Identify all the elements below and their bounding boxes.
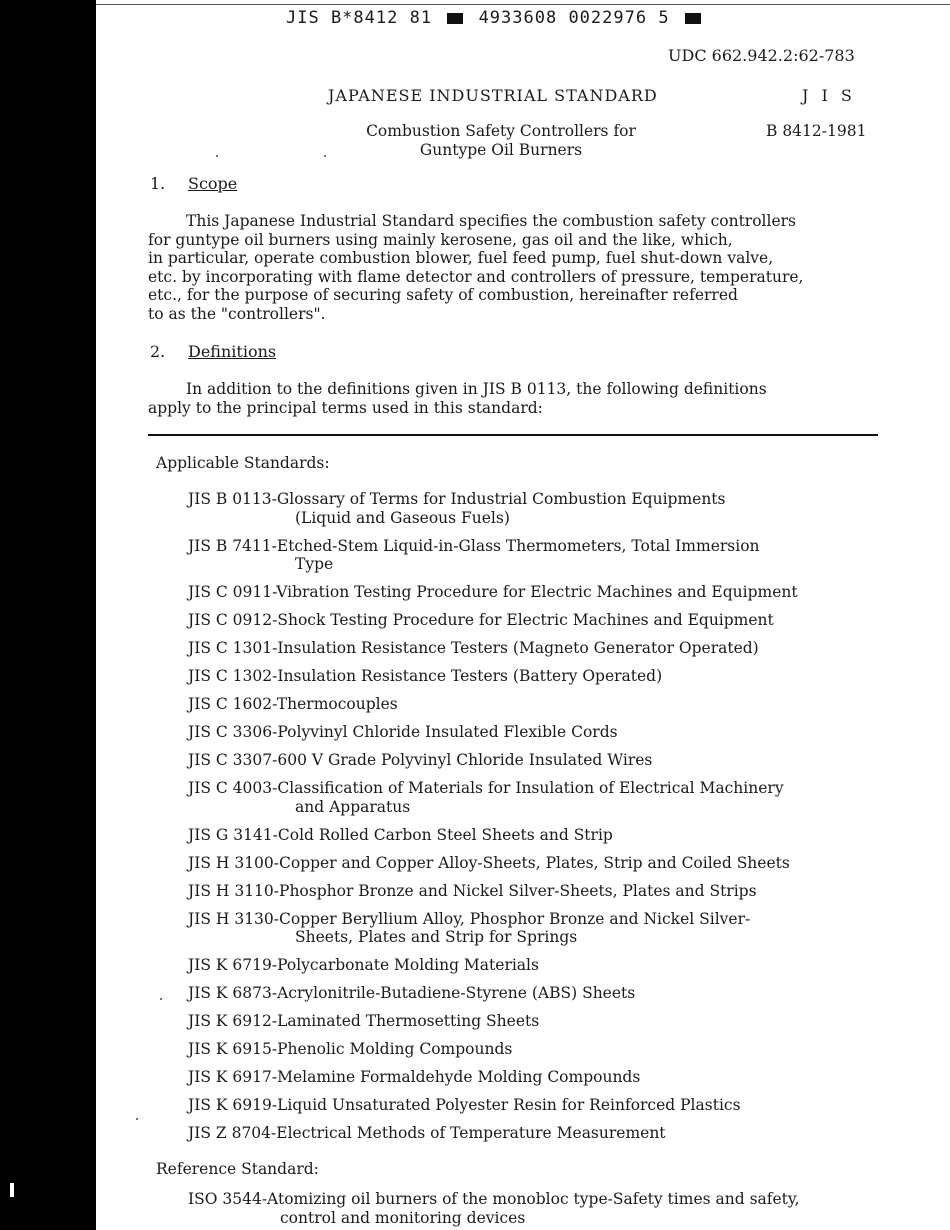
scan-speck	[136, 1118, 138, 1120]
list-item: JIS C 0912-Shock Testing Procedure for Electric Machines and Equipment	[188, 611, 774, 630]
standard-number: B 8412-1981	[766, 122, 867, 140]
list-item: JIS K 6917-Melamine Formaldehyde Molding Compounds	[188, 1068, 641, 1087]
standard-body: JAPANESE INDUSTRIAL STANDARD	[328, 86, 658, 105]
scan-speck	[216, 155, 218, 157]
section-number: 1.	[150, 174, 166, 193]
applicable-standards-heading: Applicable Standards:	[156, 454, 330, 472]
scan-speck	[160, 998, 162, 1000]
section-title: Scope	[188, 174, 238, 193]
document-title	[316, 122, 686, 160]
list-item: JIS K 6919-Liquid Unsaturated Polyester Resin for Reinforced Plastics	[188, 1096, 741, 1115]
paragraph-line: etc. by incorporating with flame detector and controllers of pressure, temperature,	[148, 267, 804, 286]
section-title: Definitions	[188, 342, 277, 361]
section-heading-definitions	[150, 342, 276, 361]
section-number: 2.	[150, 342, 166, 361]
scan-mark	[10, 1183, 14, 1197]
reference-standard-item: ISO 3544-Atomizing oil burners of the monobloc type-Safety times and safety, control and monitoring devices	[188, 1190, 800, 1227]
udc-number: UDC 662.942.2:62-783	[668, 46, 855, 65]
scan-margin	[0, 0, 96, 1230]
list-item: JIS C 4003-Classification of Materials for Insulation of Electrical Machinery and Apparatus	[188, 779, 784, 816]
list-item: JIS C 1602-Thermocouples	[188, 695, 398, 714]
list-item: JIS C 1302-Insulation Resistance Testers (Battery Operated)	[188, 667, 663, 686]
list-item: JIS C 0911-Vibration Testing Procedure for Electric Machines and Equipment	[188, 583, 798, 602]
section-heading-scope	[150, 174, 237, 193]
applicable-standards-list	[188, 490, 908, 1152]
footnote-divider	[148, 434, 878, 436]
paragraph-line: This Japanese Industrial Standard specifies the combustion safety controllers	[186, 212, 796, 230]
list-item: JIS H 3110-Phosphor Bronze and Nickel Silver-Sheets, Plates and Strips	[188, 881, 757, 900]
list-item: JIS G 3141-Cold Rolled Carbon Steel Sheets and Strip	[188, 825, 613, 844]
paragraph-line: apply to the principal terms used in this standard:	[148, 398, 543, 417]
list-item: JIS K 6915-Phenolic Molding Compounds	[188, 1040, 513, 1059]
catalog-code: JIS B*8412 81	[286, 8, 433, 28]
list-item: JIS H 3130-Copper Beryllium Alloy, Phosphor Bronze and Nickel Silver- Sheets, Plates and Strip for Springs	[188, 909, 751, 947]
list-item: JIS H 3100-Copper and Copper Alloy-Sheets, Plates, Strip and Coiled Sheets	[188, 853, 790, 872]
paragraph-line: to as the "controllers".	[148, 304, 326, 323]
catalog-code-2: 4933608 0022976 5	[478, 8, 670, 28]
scan-speck	[324, 155, 326, 157]
list-item: JIS C 3306-Polyvinyl Chloride Insulated Flexible Cords	[188, 723, 618, 742]
redaction-block-icon	[685, 13, 701, 24]
jis-mark: J I S	[802, 86, 856, 105]
list-item: JIS C 3307-600 V Grade Polyvinyl Chloride Insulated Wires	[188, 751, 653, 770]
list-item: JIS Z 8704-Electrical Methods of Temperature Measurement	[188, 1124, 666, 1143]
paragraph-line: for guntype oil burners using mainly kerosene, gas oil and the like, which,	[148, 230, 733, 249]
paragraph-line: etc., for the purpose of securing safety of combustion, hereinafter referred	[148, 286, 738, 305]
definitions-paragraph	[148, 380, 898, 417]
catalog-code-line	[286, 8, 705, 28]
list-item: JIS C 1301-Insulation Resistance Testers (Magneto Generator Operated)	[188, 639, 759, 658]
title-line: Combustion Safety Controllers for	[366, 122, 636, 140]
list-item: JIS B 0113-Glossary of Terms for Industrial Combustion Equipments (Liquid and Gaseous Fuels)	[188, 490, 726, 527]
list-item: JIS B 7411-Etched-Stem Liquid-in-Glass Thermometers, Total Immersion Type	[188, 536, 760, 574]
title-line: Guntype Oil Burners	[419, 141, 583, 159]
list-item: JIS K 6912-Laminated Thermosetting Sheets	[188, 1012, 540, 1031]
document-page	[96, 0, 950, 1230]
top-border	[96, 4, 950, 5]
paragraph-line: In addition to the definitions given in JIS B 0113, the following definitions	[186, 380, 767, 398]
reference-standard-heading: Reference Standard:	[156, 1160, 319, 1178]
list-item: JIS K 6719-Polycarbonate Molding Materials	[188, 956, 539, 975]
redaction-block-icon	[447, 13, 463, 24]
scope-paragraph	[148, 212, 898, 324]
paragraph-line: in particular, operate combustion blower, fuel feed pump, fuel shut-down valve,	[148, 249, 774, 268]
list-item: JIS K 6873-Acrylonitrile-Butadiene-Styrene (ABS) Sheets	[188, 984, 636, 1003]
